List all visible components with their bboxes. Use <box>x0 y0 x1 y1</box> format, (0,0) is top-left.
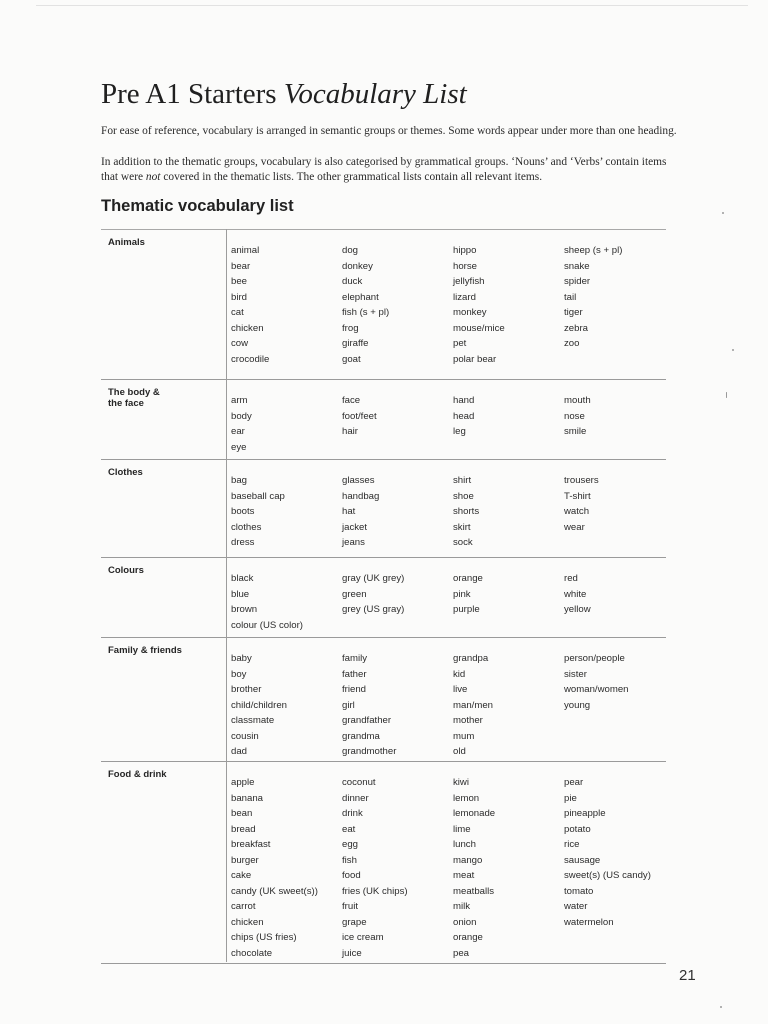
vocab-word: trousers <box>564 475 599 486</box>
vocab-group <box>101 558 666 638</box>
group-label: The body & the face <box>108 387 160 409</box>
vocab-word: duck <box>342 276 363 287</box>
vocab-word: dinner <box>342 792 369 804</box>
vocab-group <box>101 762 666 964</box>
vocab-group <box>101 230 666 380</box>
vocab-word: dress <box>231 537 255 548</box>
word-column <box>342 651 453 760</box>
vocab-word: zoo <box>564 338 580 349</box>
word-column <box>231 651 342 760</box>
page-title <box>101 78 467 111</box>
word-column <box>231 775 342 961</box>
vocab-word: white <box>564 588 587 600</box>
vocab-word: milk <box>453 901 471 912</box>
vocab-word: bee <box>231 276 248 287</box>
word-column <box>564 571 675 633</box>
word-column <box>564 473 675 551</box>
word-column <box>453 393 564 455</box>
vocab-word: food <box>342 870 361 881</box>
vocab-word: snake <box>564 260 590 272</box>
vocab-word: handbag <box>342 490 380 502</box>
label-column-divider <box>226 229 227 962</box>
vocab-word: purple <box>453 604 480 615</box>
vocab-word: arm <box>231 395 248 406</box>
word-columns <box>231 651 675 760</box>
intro-paragraph-2 <box>101 155 681 185</box>
vocab-word: cat <box>231 307 244 318</box>
vocab-group <box>101 460 666 558</box>
vocab-word: juice <box>342 947 362 959</box>
vocab-word: tail <box>564 291 577 303</box>
vocab-word: ice cream <box>342 932 384 943</box>
word-column <box>342 775 453 961</box>
vocab-word: lemonade <box>453 808 496 819</box>
vocab-word: cousin <box>231 730 259 742</box>
vocab-word: horse <box>453 260 477 272</box>
vocab-word: wear <box>564 521 585 533</box>
vocab-word: lunch <box>453 839 476 850</box>
vocab-word: woman/women <box>564 684 629 695</box>
vocab-word: chicken <box>231 322 264 334</box>
vocab-word: hand <box>453 395 475 406</box>
title-italic: Vocabulary List <box>283 78 467 110</box>
vocab-word: banana <box>231 792 264 804</box>
vocab-word: spider <box>564 276 591 287</box>
vocab-word: father <box>342 668 367 680</box>
vocab-word: breakfast <box>231 839 271 850</box>
vocab-word: hippo <box>453 245 477 256</box>
word-column <box>453 243 564 367</box>
vocab-word: glasses <box>342 475 375 486</box>
word-column <box>342 571 453 633</box>
word-columns <box>231 775 675 961</box>
vocab-word: fries (UK chips) <box>342 885 408 897</box>
vocab-word: grape <box>342 916 367 928</box>
vocab-word: coconut <box>342 777 376 788</box>
vocab-word: hat <box>342 506 356 517</box>
vocab-word: drink <box>342 808 363 819</box>
vocab-word: yellow <box>564 604 591 615</box>
group-label: Family & friends <box>108 645 182 656</box>
vocab-word: sister <box>564 668 587 680</box>
vocab-word: watermelon <box>564 916 614 928</box>
word-column <box>564 243 675 367</box>
vocab-word: lizard <box>453 291 476 303</box>
vocab-word: dog <box>342 245 359 256</box>
vocab-word: candy (UK sweet(s)) <box>231 885 318 897</box>
vocab-word: grandma <box>342 730 380 742</box>
vocab-word: pet <box>453 338 467 349</box>
vocab-word: boots <box>231 506 255 517</box>
vocab-word: clothes <box>231 521 262 533</box>
vocab-word: mouse/mice <box>453 322 505 334</box>
vocab-word: young <box>564 699 591 711</box>
vocab-word: child/children <box>231 699 287 711</box>
group-label: Colours <box>108 565 144 576</box>
vocab-word: kiwi <box>453 777 469 788</box>
vocab-word: orange <box>453 573 483 584</box>
vocab-word: jacket <box>342 521 368 533</box>
scan-speck <box>720 1006 722 1008</box>
vocab-word: jellyfish <box>453 276 485 287</box>
vocab-word: black <box>231 573 254 584</box>
vocab-word: mother <box>453 715 483 726</box>
group-label: Animals <box>108 237 145 248</box>
vocab-word: boy <box>231 668 247 680</box>
vocab-word: goat <box>342 353 361 365</box>
vocab-word: girl <box>342 699 355 711</box>
vocab-word: nose <box>564 410 585 422</box>
vocab-word: fish (s + pl) <box>342 307 390 318</box>
vocab-word: dad <box>231 746 248 757</box>
vocab-word: elephant <box>342 291 379 303</box>
word-columns <box>231 243 675 367</box>
word-columns <box>231 473 675 551</box>
vocab-word: green <box>342 588 367 600</box>
vocab-word: donkey <box>342 260 373 272</box>
vocab-word: apple <box>231 777 255 788</box>
vocab-word: mango <box>453 854 483 866</box>
section-heading: Thematic vocabulary list <box>101 197 294 215</box>
vocab-word: chips (US fries) <box>231 932 297 943</box>
vocab-word: baby <box>231 653 252 664</box>
vocab-word: potato <box>564 823 591 835</box>
vocab-word: grandfather <box>342 715 392 726</box>
word-column <box>453 775 564 961</box>
vocab-word: rice <box>564 839 580 850</box>
vocab-word: baseball cap <box>231 490 285 502</box>
word-column <box>342 393 453 455</box>
vocab-word: tomato <box>564 885 594 897</box>
word-column <box>231 571 342 633</box>
vocab-word: chicken <box>231 916 264 928</box>
vocab-word: zebra <box>564 322 588 334</box>
title-main: Pre A1 Starters <box>101 78 277 110</box>
vocab-word: grandpa <box>453 653 489 664</box>
vocab-word: meat <box>453 870 475 881</box>
word-column <box>231 473 342 551</box>
vocab-word: gray (UK grey) <box>342 573 405 584</box>
vocab-word: person/people <box>564 653 625 664</box>
vocab-word: man/men <box>453 699 493 711</box>
group-label: Food & drink <box>108 769 167 780</box>
intro-p2-text-a: In addition to the thematic groups, vocabulary is also categorised by grammatical groups. ‘Nouns’ and ‘Verbs’ contain items that were <box>101 156 667 183</box>
vocabulary-table <box>101 229 666 964</box>
vocab-word: giraffe <box>342 338 369 349</box>
vocab-word: hair <box>342 426 358 437</box>
vocab-word: sheep (s + pl) <box>564 245 623 256</box>
vocab-word: lime <box>453 823 471 835</box>
vocab-word: smile <box>564 426 587 437</box>
vocab-word: pear <box>564 777 584 788</box>
vocab-word: crocodile <box>231 353 270 365</box>
word-column <box>564 651 675 760</box>
vocab-word: bean <box>231 808 253 819</box>
vocab-word: brother <box>231 684 262 695</box>
vocab-word: live <box>453 684 468 695</box>
vocab-word: tiger <box>564 307 583 318</box>
vocab-word: fruit <box>342 901 358 912</box>
word-column <box>231 243 342 367</box>
word-column <box>564 775 675 961</box>
vocab-word: pineapple <box>564 808 606 819</box>
vocab-word: sock <box>453 537 473 548</box>
top-rule <box>36 5 748 6</box>
vocab-word: cow <box>231 338 249 349</box>
vocab-word: old <box>453 746 466 757</box>
vocab-word: water <box>564 901 588 912</box>
vocab-word: chocolate <box>231 947 273 959</box>
vocab-word: friend <box>342 684 366 695</box>
vocab-word: pie <box>564 792 577 804</box>
word-column <box>231 393 342 455</box>
vocab-group <box>101 380 666 460</box>
vocab-word: brown <box>231 604 258 615</box>
vocab-word: skirt <box>453 521 471 533</box>
word-column <box>564 393 675 455</box>
word-columns <box>231 571 675 633</box>
intro-p2-text-b: covered in the thematic lists. The other grammatical lists contain all relevant items. <box>160 171 543 183</box>
vocab-word: bear <box>231 260 251 272</box>
vocab-word: blue <box>231 588 250 600</box>
page-number: 21 <box>679 967 696 984</box>
vocab-word: frog <box>342 322 359 334</box>
vocab-word: mum <box>453 730 475 742</box>
vocab-word: bag <box>231 475 248 486</box>
word-column <box>453 651 564 760</box>
vocab-word: watch <box>564 506 590 517</box>
group-label: Clothes <box>108 467 143 478</box>
vocab-word: sausage <box>564 854 601 866</box>
vocab-word: fish <box>342 854 357 866</box>
word-column <box>342 473 453 551</box>
vocab-word: kid <box>453 668 466 680</box>
scan-speck <box>722 212 724 214</box>
vocab-word: face <box>342 395 361 406</box>
vocab-word: classmate <box>231 715 275 726</box>
vocab-word: polar bear <box>453 353 497 365</box>
vocab-word: shorts <box>453 506 480 517</box>
vocab-word: body <box>231 410 252 422</box>
word-column <box>342 243 453 367</box>
intro-paragraph-1: For ease of reference, vocabulary is arranged in semantic groups or themes. Some words appear under more than one heading. <box>101 125 677 137</box>
vocab-word: mouth <box>564 395 591 406</box>
vocab-word: meatballs <box>453 885 495 897</box>
vocab-word: cake <box>231 870 252 881</box>
vocab-word: eye <box>231 441 247 453</box>
vocab-word: bread <box>231 823 256 835</box>
vocab-word: ear <box>231 426 245 437</box>
vocab-word: leg <box>453 426 466 437</box>
vocab-word: monkey <box>453 307 487 318</box>
vocab-word: T-shirt <box>564 490 591 502</box>
vocab-word: orange <box>453 932 483 943</box>
vocab-group <box>101 638 666 762</box>
vocab-word: grandmother <box>342 746 397 757</box>
vocab-word: red <box>564 573 578 584</box>
vocab-word: pink <box>453 588 471 600</box>
scan-speck <box>732 349 734 351</box>
vocab-word: grey (US gray) <box>342 604 405 615</box>
vocab-word: shirt <box>453 475 472 486</box>
vocab-word: shoe <box>453 490 474 502</box>
vocab-word: sweet(s) (US candy) <box>564 870 651 881</box>
vocab-word: onion <box>453 916 477 928</box>
intro-p2-emphasis: not <box>145 171 161 183</box>
vocab-word: lemon <box>453 792 480 804</box>
vocab-word: family <box>342 653 368 664</box>
vocab-word: animal <box>231 245 260 256</box>
vocab-word: burger <box>231 854 259 866</box>
word-column <box>453 473 564 551</box>
vocab-word: colour (US color) <box>231 619 303 631</box>
vocab-word: foot/feet <box>342 410 377 422</box>
vocab-word: bird <box>231 291 247 303</box>
scan-speck <box>726 392 727 398</box>
vocab-word: head <box>453 410 475 422</box>
vocab-word: jeans <box>342 537 365 548</box>
vocab-word: carrot <box>231 901 256 912</box>
word-columns <box>231 393 675 455</box>
vocab-word: eat <box>342 823 356 835</box>
vocab-word: pea <box>453 947 470 959</box>
vocab-word: egg <box>342 839 359 850</box>
word-column <box>453 571 564 633</box>
